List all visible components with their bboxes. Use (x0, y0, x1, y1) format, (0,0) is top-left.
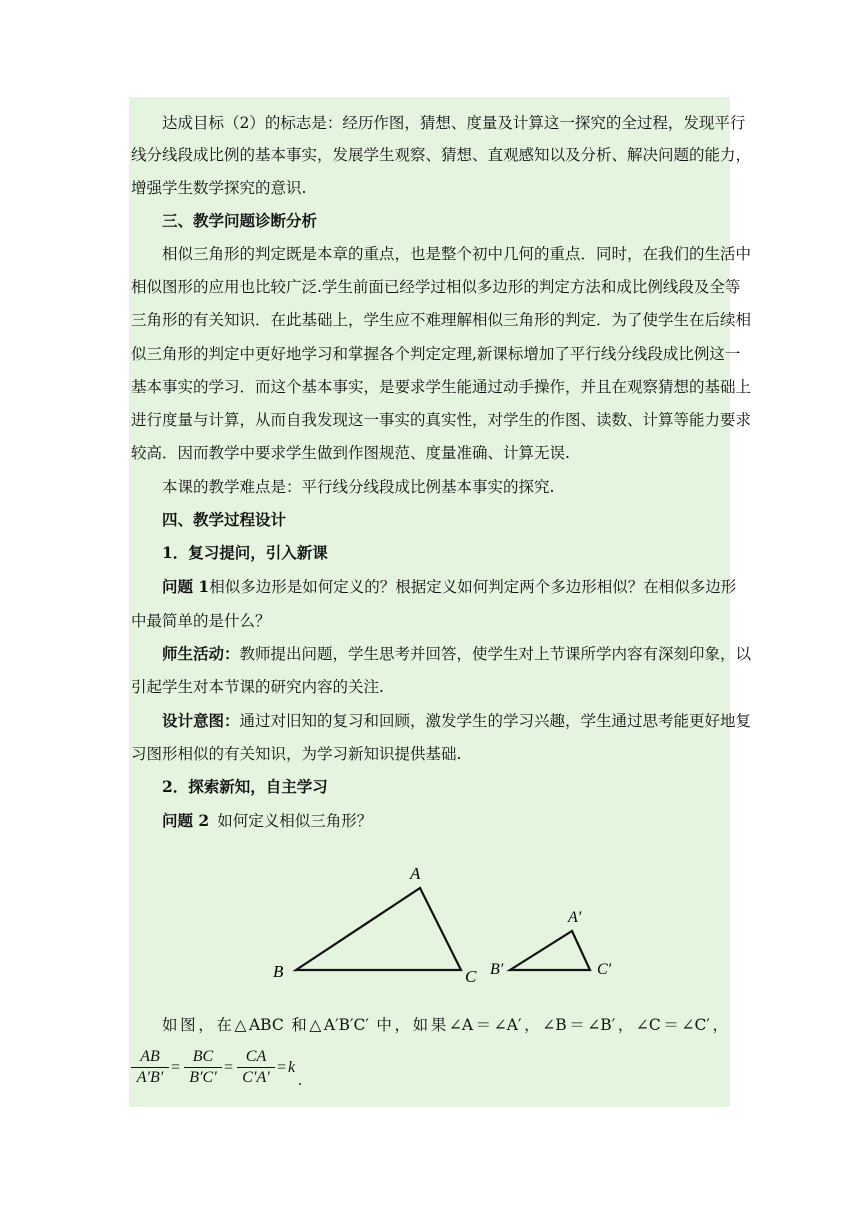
fraction-ca-denominator: C′A′ (242, 1069, 270, 1086)
label-A-prime: A′ (568, 909, 582, 926)
intent-text-1: 通过对旧知的复习和回顾，激发学生的学习兴趣，学生通过思考能更好地复 (239, 712, 752, 730)
intent-label: 设计意图： (162, 711, 240, 730)
ratio-period: . (298, 1072, 302, 1089)
heading-4-2: 2．探索新知，自主学习 (162, 777, 328, 796)
equals-sign-1: = (171, 1059, 181, 1076)
intent-line-2: 习图形相似的有关知识，为学习新知识提供基础. (131, 745, 462, 763)
equals-sign-2: = (224, 1059, 234, 1076)
goal2-line-2: 线分线段成比例的基本事实，发展学生观察、猜想、直观感知以及分析、解决问题的能力， (131, 146, 752, 164)
triangle-a1b1c1 (510, 931, 590, 970)
heading-section-3: 三、教学问题诊断分析 (162, 211, 318, 230)
activity-text-1: 教师提出问题，学生思考并回答，使学生对上节课所学内容有深刻印象，以 (239, 645, 752, 663)
equals-sign-3: = (277, 1059, 287, 1076)
label-B: B (273, 962, 284, 981)
label-B-prime: B′ (490, 961, 504, 978)
fraction-ab-numerator: AB (131, 1048, 169, 1068)
diagnosis-line-6: 进行度量与计算，从而自我发现这一事实的真实性，对学生的作图、读数、计算等能力要求 (131, 411, 752, 429)
question2-text: 如何定义相似三角形？ (217, 812, 373, 830)
fraction-bc-numerator: BC (184, 1048, 222, 1068)
label-C-prime: C′ (597, 961, 612, 978)
diagnosis-line-2: 相似图形的应用也比较广泛.学生前面已经学过相似多边形的判定方法和成比例线段及全等 (131, 278, 741, 296)
fraction-ca-numerator: CA (237, 1048, 275, 1068)
condition-line: 如图，在△ABC 和△A′B′C′ 中，如果∠A＝∠A′，∠B＝∠B′，∠C＝∠C′， (162, 1016, 728, 1034)
fraction-ab (131, 1048, 169, 1088)
fraction-ab-denominator: A′B′ (136, 1069, 164, 1086)
diagnosis-line-4: 似三角形的判定中更好地学习和掌握各个判定定理,新课标增加了平行线分线段成比例这一 (131, 345, 741, 363)
goal2-line-3: 增强学生数学探究的意识. (131, 179, 307, 197)
fraction-bc (184, 1048, 222, 1088)
ratio-k: k (288, 1059, 296, 1076)
diagnosis-line-3: 三角形的有关知识．在此基础上，学生应不难理解相似三角形的判定．为了使学生在后续相 (131, 311, 752, 329)
heading-section-4: 四、教学过程设计 (162, 510, 287, 529)
label-C: C (465, 967, 477, 986)
triangle-abc (296, 888, 461, 970)
heading-4-1: 1．复习提问，引入新课 (162, 543, 328, 562)
question1-line-2: 中最简单的是什么？ (131, 612, 271, 630)
label-A: A (410, 864, 421, 883)
question1-label: 问题 1 (162, 577, 210, 596)
question1-text-1: 相似多边形是如何定义的？根据定义如何判定两个多边形相似？在相似多边形 (209, 578, 737, 596)
diagnosis-line-1: 相似三角形的判定既是本章的重点，也是整个初中几何的重点．同时，在我们的生活中 (162, 245, 752, 263)
question2-label: 问题 2 (162, 811, 210, 830)
diagnosis-line-5: 基本事实的学习．而这个基本事实，是要求学生能通过动手操作，并且在观察猜想的基础上 (131, 378, 752, 396)
fraction-bc-denominator: B′C′ (189, 1069, 217, 1086)
activity-line-2: 引起学生对本节课的研究内容的关注. (131, 678, 384, 696)
activity-label: 师生活动： (162, 644, 240, 663)
fraction-ca (237, 1048, 275, 1088)
goal2-line-1: 达成目标（2）的标志是：经历作图，猜想、度量及计算这一探究的全过程，发现平行 (162, 114, 746, 132)
diagnosis-line-7: 较高．因而教学中要求学生做到作图规范、度量准确、计算无误. (131, 444, 570, 462)
difficulty-line: 本课的教学难点是：平行线分线段成比例基本事实的探究. (162, 478, 555, 496)
